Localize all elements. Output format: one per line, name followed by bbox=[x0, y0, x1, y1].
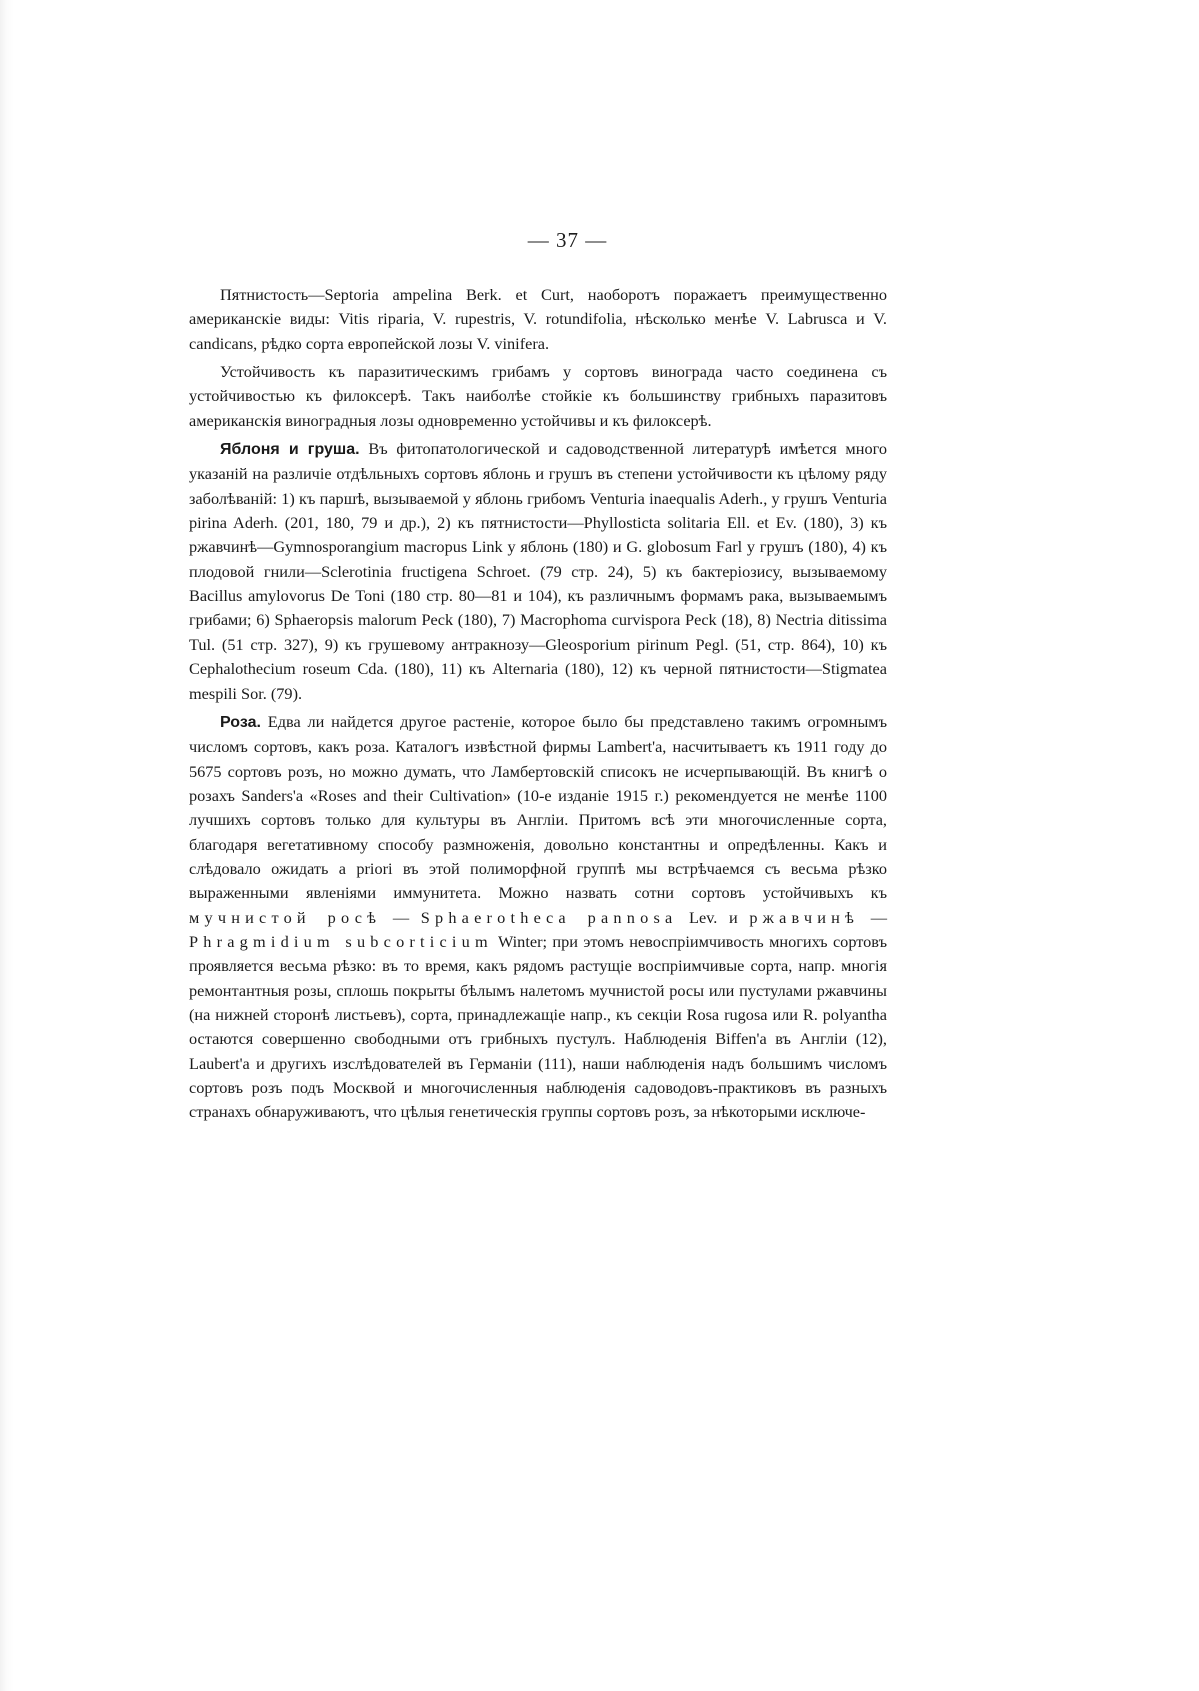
rose-spaced-rust: ржавчинѣ bbox=[749, 907, 860, 927]
rose-spaced-powdery-mildew: мучнистой росѣ bbox=[189, 907, 382, 927]
rose-text-e: Winter; при этомъ невоспріимчивость многихъ сортовъ проявляется весьма рѣзко: въ то время, какъ рядомъ растущіе воспріимчивые сорта, напр. многія ремонтантныя розы, сплошь покрыты бѣлымъ налетомъ мучнистой росы или пустулами ржавчины (на нижней сторонѣ листьевъ), сорта, принадлежащіе напр., къ секціи Rosa rugosa или R. polyantha остаются совершенно свободными отъ грибныхъ пустулъ. Наблюденія Biffen'а въ Англіи (12), Laubert'а и другихъ изслѣдователей въ Германіи (111), наши наблюденія надъ большимъ числомъ сортовъ розъ подъ Москвой и многочисленныя наблюденія садоводовъ-практиковъ въ разныхъ странахъ обнаруживаютъ, что цѣлыя генетическія группы сортовъ розъ, за нѣкоторыми исключе- bbox=[189, 931, 887, 1122]
rose-text-a: Едва ли найдется другое растеніе, которое было бы представлено такимъ огромнымъ числомъ сортовъ, какъ роза. Каталогъ извѣстной фирмы Lambert'а, насчитываетъ къ 1911 году до 5675 сортовъ розъ, но можно думать, что Ламбертовскій списокъ не исчерпывающій. Въ книгѣ о розахъ Sanders'а «Roses and their Cultivation» (10-е изданіе 1915 г.) рекомендуется не менѣе 1100 лучшихъ сортовъ только для культуры въ Англіи. Притомъ всѣ эти многочисленные сорта, благодаря вегетативному способу размноженія, довольно константны и опредѣленны. Какъ и слѣдовало ожидать a priori въ этой полиморфной группѣ мы встрѣчаемся съ весьма рѣзко выраженными явленіями иммунитета. Можно назвать сотни сортовъ устойчивыхъ къ bbox=[189, 711, 887, 903]
paragraph-apple-pear-text: Въ фитопатологической и садоводственной литературѣ имѣется много указаній на различіе отдѣльныхъ сортовъ яблонь и грушъ въ степени устойчивости къ цѣлому ряду заболѣваній: 1) къ паршѣ, вызываемой у яблонь грибомъ Venturia inaequalis Aderh., у грушъ Venturia pirina Aderh. (201, 180, 79 и др.), 2) къ пятнистости—Phyllosticta solitaria Ell. et Ev. (180), 3) къ ржавчинѣ—Gymnosporangium macropus Link у яблонь (180) и G. globosum Farl у грушъ (180), 4) къ плодовой гнили—Sclerotinia fructigena Schroet. (79 стр. 24), 5) къ бактеріозису, вызываемому Bacillus amylovorus De Toni (180 стр. 80—81 и 104), къ различнымъ формамъ рака, вызываемымъ грибами; 6) Sphaeropsis malorum Peck (180), 7) Macrophoma curvispora Peck (18), 8) Nectria ditissima Tul. (51 стр. 327), 9) къ грушевому антракнозу—Gleosporium pirinum Pegl. (51, стр. 864), 10) къ Cephalothecium roseum Cda. (180), 11) къ Alternaria (180), 12) къ черной пятнистости—Stigmatea mespili Sor. (79). bbox=[189, 439, 887, 703]
rose-text-b: — bbox=[381, 907, 421, 927]
rose-spaced-phragmidium: Phragmidium subcorticium bbox=[189, 931, 493, 951]
body-text bbox=[189, 283, 887, 1129]
paragraph-septoria: Пятнистость—Septoria ampelina Berk. et Curt, наоборотъ поражаетъ преимущественно американскіе виды: Vitis riparia, V. rupestris, V. rotundifolia, нѣсколько менѣе V. Labrusca и V. candicans, рѣдко сорта европейской лозы V. vinifera. bbox=[189, 285, 887, 353]
paragraph-apple-pear bbox=[189, 437, 887, 706]
rose-text-c: Lev. и bbox=[677, 907, 750, 927]
page-number: — 37 — bbox=[527, 228, 608, 252]
section-heading-rose: Роза. bbox=[220, 713, 261, 731]
section-heading-apple-pear: Яблоня и груша. bbox=[220, 441, 360, 459]
paragraph-rose bbox=[189, 710, 887, 1125]
paragraph-phylloxera: Устойчивость къ паразитическимъ грибамъ у сортовъ винограда часто соединена съ устойчивостью къ филоксерѣ. Такъ наиболѣе стойкіе къ большинству грибныхъ паразитовъ американскія виноградныя лозы одновременно устойчивы и къ филоксерѣ. bbox=[189, 362, 887, 430]
rose-spaced-sphaerotheca: Sphaerotheca pannosa bbox=[420, 907, 678, 927]
rose-text-d: — bbox=[859, 907, 887, 927]
